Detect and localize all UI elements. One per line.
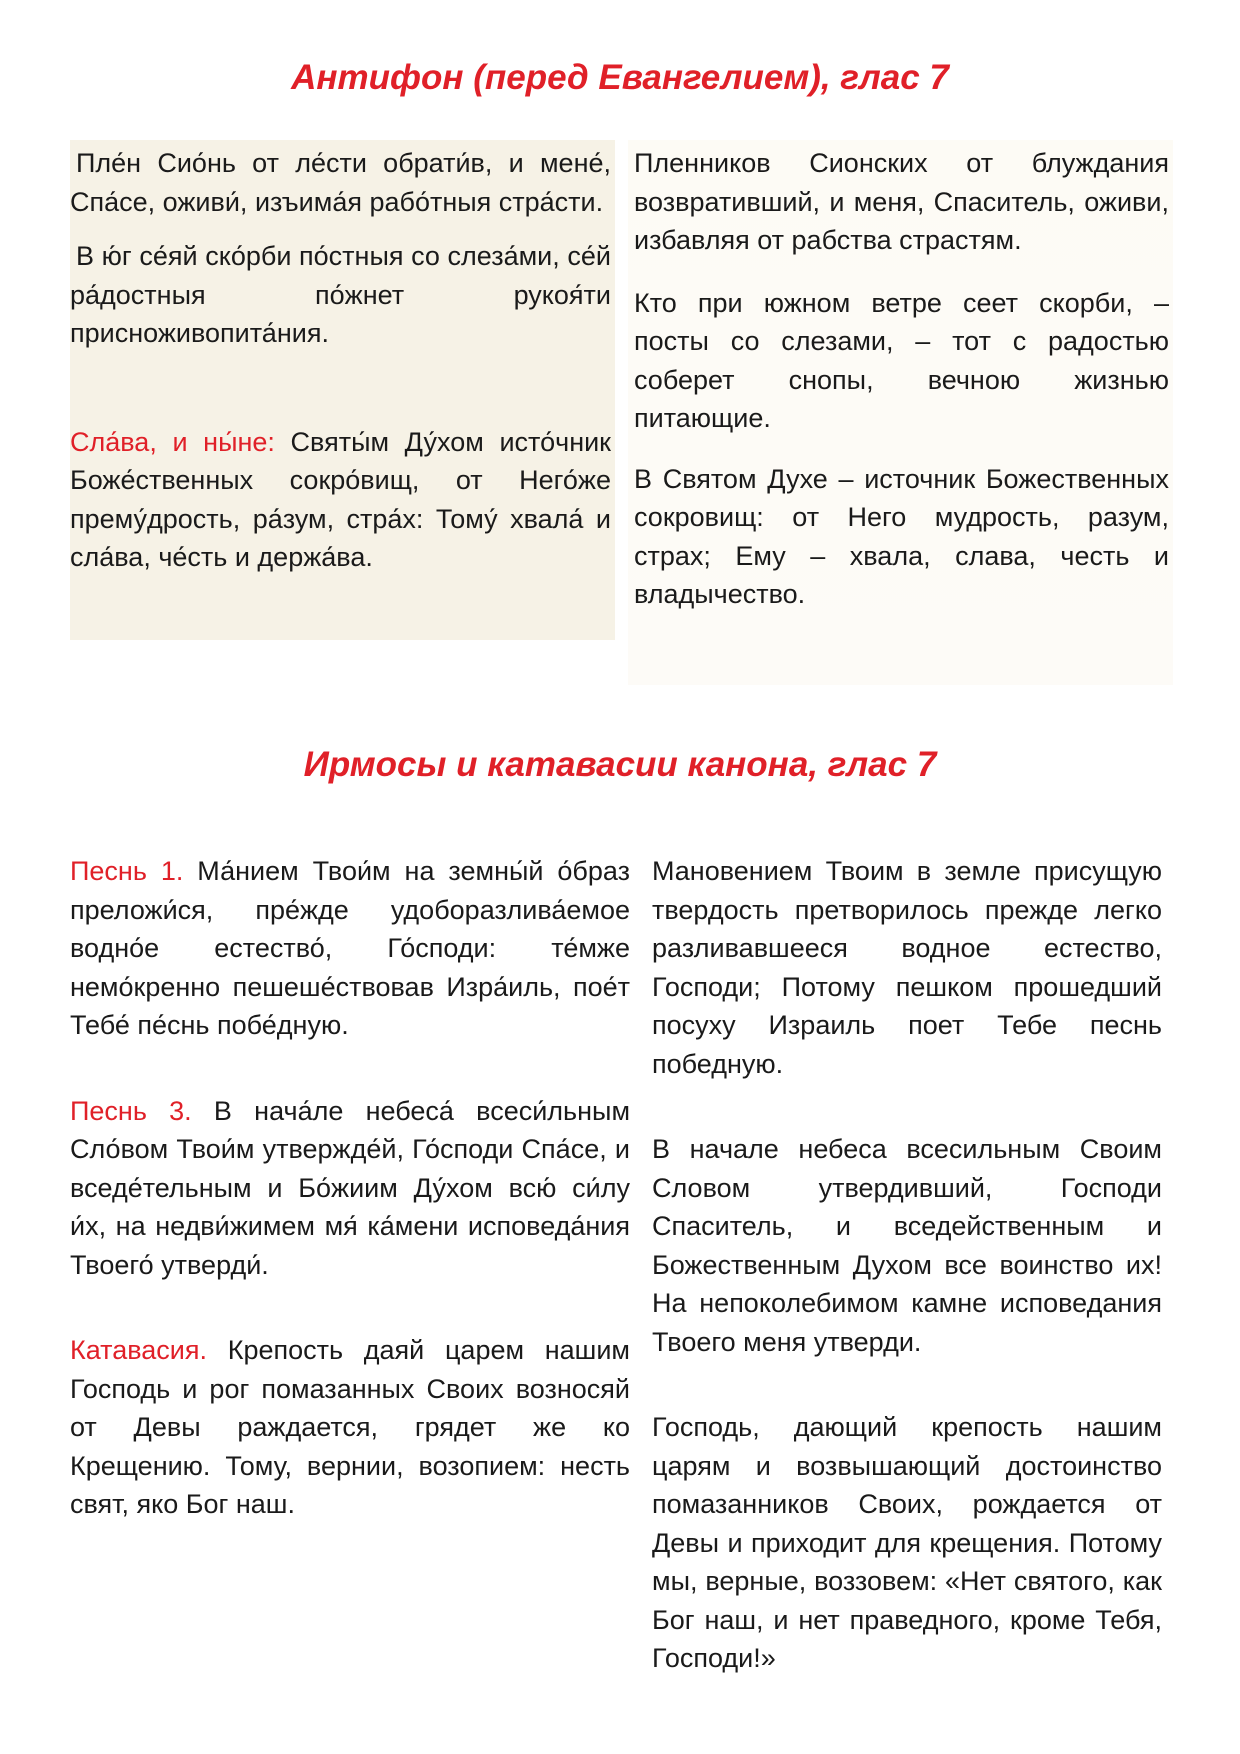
irmos-russian-column bbox=[652, 852, 1162, 1678]
katavasia-text: Крепость даяй царем нашим Господь и рог помазанных Своих возносяй от Девы раждается, грядет же ко Крещению. Тому, вернии, возопием: несть свят, яко Бог наш. bbox=[70, 1335, 630, 1519]
ode-1-slavonic bbox=[70, 852, 630, 1045]
antiphon-verse-2-russian: Кто при южном ветре сеет скорби, – посты со слезами, – тот с радостью соберет снопы, вечною жизнью питающие. bbox=[634, 287, 1169, 433]
ode-3-label: Песнь 3. bbox=[70, 1095, 192, 1126]
antiphon-russian-column bbox=[628, 140, 1173, 685]
katavasia-slavonic bbox=[70, 1331, 630, 1524]
antiphon-verse-1-slavonic: Пле́н Сио́нь от ле́сти обрати́в, и мене́, Спа́се, оживи́, изъима́я рабо́тныя стра́сти. bbox=[70, 148, 611, 217]
ode-3-russian: В начале небеса всесильным Своим Словом утвердивший, Господи Спаситель, и вседейственным и Божественным Духом все воинство их! На непоколебимом камне исповедания Твоего меня утверди. bbox=[652, 1134, 1162, 1357]
irmos-title: Ирмосы и катавасии канона, глас 7 bbox=[303, 745, 937, 784]
ode-1-text: Ма́нием Твои́м на земны́й о́браз преложи́ся, пре́жде удоборазлива́емое водно́е естество́, Го́споди: те́мже немо́кренно пешеше́ствовав Изра́иль, пое́т Тебе́ пе́снь побе́дную. bbox=[70, 856, 630, 1040]
doxology-label: Сла́ва, и ны́не: bbox=[70, 426, 275, 457]
antiphon-verse-1-russian: Пленников Сионских от блуждания возвративший, и меня, Спаситель, оживи, избавляя от рабства страстям. bbox=[634, 148, 1169, 255]
antiphon-doxology-slavonic bbox=[70, 423, 611, 577]
ode-1-russian: Мановением Твоим в земле присущую твердость претворилось прежде легко разливавшееся водное естество, Господи; Потому пешком прошедший посуху Израиль поет Тебе песнь победную. bbox=[652, 856, 1162, 1079]
doxology-text: Святы́м Ду́хом исто́чник Боже́ственных сокро́вищ, от Него́же прему́дрость, ра́зум, стра́х: Тому́ хвала́ и сла́ва, че́сть и держа́ва. bbox=[70, 426, 611, 572]
irmos-church-slavonic-column bbox=[70, 852, 630, 1524]
ode-1-label: Песнь 1. bbox=[70, 856, 184, 886]
antiphon-doxology-russian: В Святом Духе – источник Божественных сокровищ: от Него мудрость, разум, страх; Ему – хвала, слава, честь и владычество. bbox=[634, 463, 1169, 609]
katavasia-label: Катавасия. bbox=[70, 1335, 207, 1365]
antiphon-church-slavonic-column bbox=[70, 140, 615, 640]
antiphon-verse-2-slavonic: В ю́г се́яй ско́рби по́стныя со слеза́ми, се́й ра́достныя по́жнет рукоя́ти присноживопита́ния. bbox=[70, 241, 611, 348]
ode-3-slavonic bbox=[70, 1092, 630, 1285]
ode-3-text: В нача́ле небеса́ всеси́льным Сло́вом Твои́м утвержде́й, Го́споди Спа́се, и вседе́тельным и Бо́жиим Ду́хом всю́ си́лу и́х, на недви́жимем мя́ ка́мени исповеда́ния Твоего́ утверди́. bbox=[70, 1095, 631, 1280]
antiphon-title: Антифон (перед Евангелием), глас 7 bbox=[291, 58, 949, 97]
katavasia-russian: Господь, дающий крепость нашим царям и возвышающий достоинство помазанников Своих, рождается от Девы и приходит для крещения. Потому мы, верные, воззовем: «Нет святого, как Бог наш, и нет праведного, кроме Тебя, Господи!» bbox=[652, 1412, 1162, 1673]
